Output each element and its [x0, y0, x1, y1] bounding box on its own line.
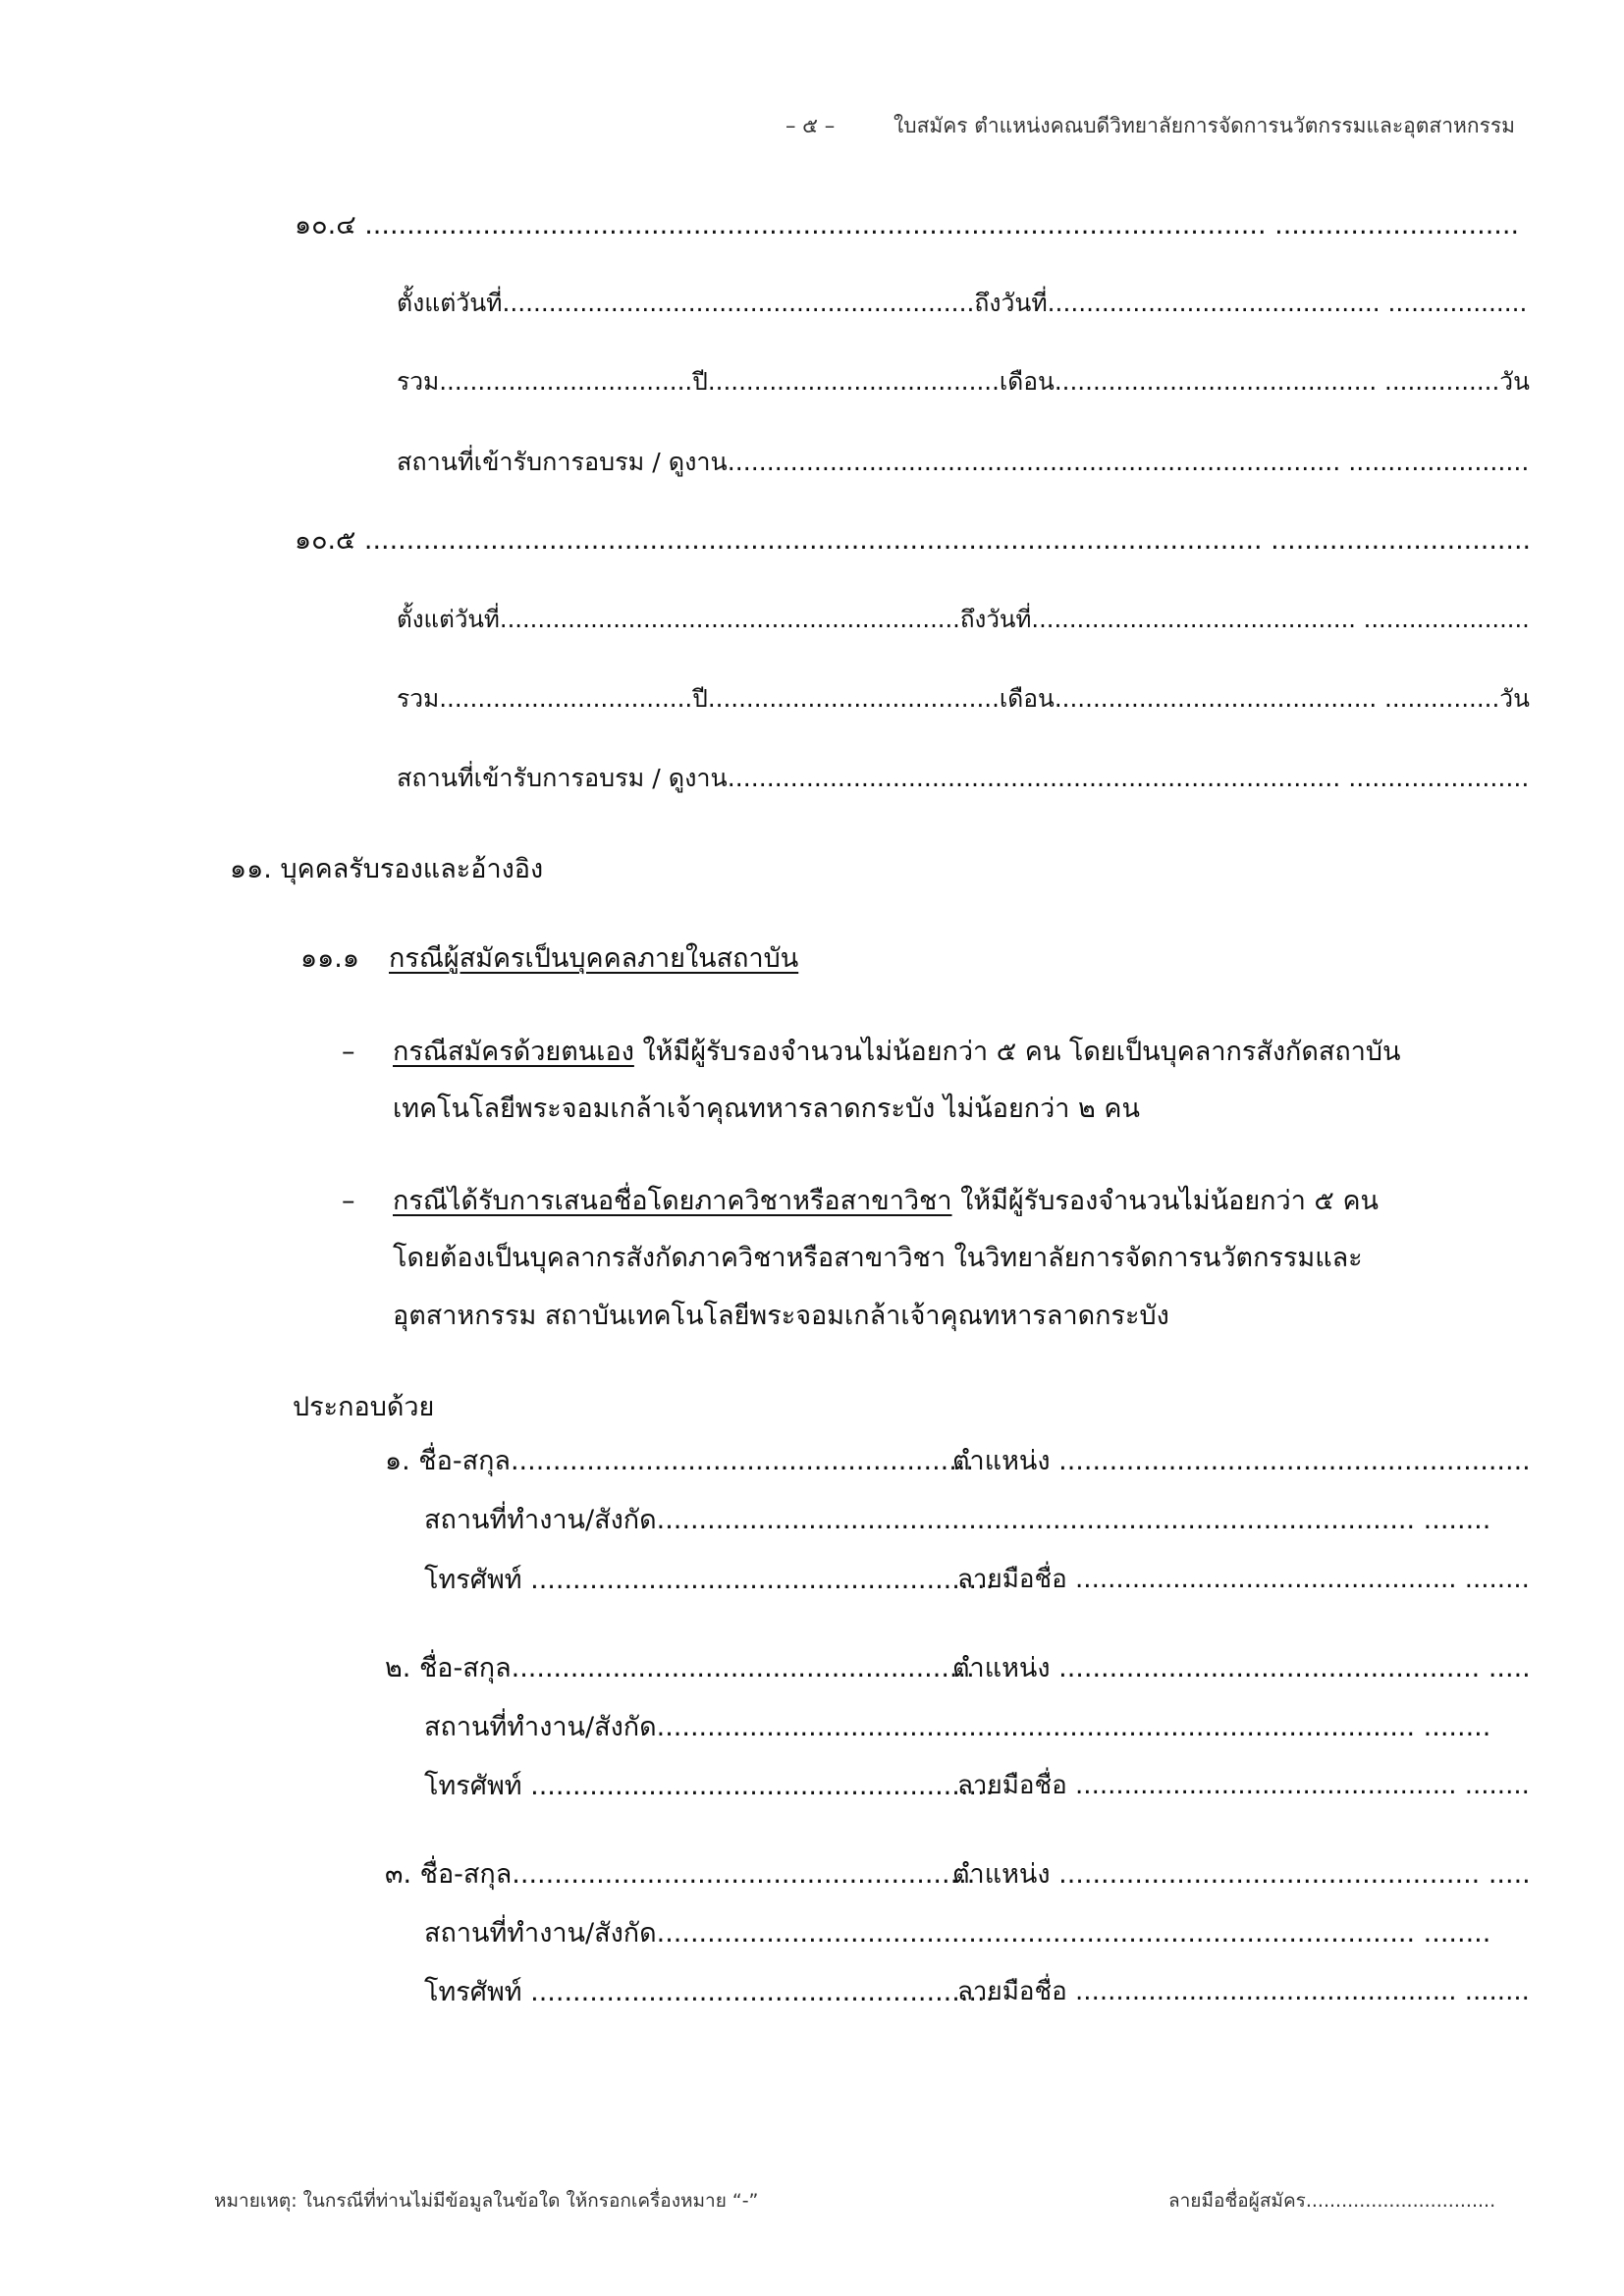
referee-1-signature: ลายมือชื่อ ............................................... ........: [957, 1565, 1530, 1594]
referee-2-workplace: สถานที่ทำงาน/สังกัด.......................................................................................... ........: [424, 1712, 1491, 1742]
section-11-1-number: ๑๑.๑: [300, 943, 359, 974]
referee-3-signature: ลายมือชื่อ ............................................... ........: [957, 1977, 1530, 2006]
referee-3-name: ๓. ชื่อ-สกุล.......................................................: [385, 1859, 976, 1890]
page-number: – ๕ –: [785, 114, 836, 137]
composed-of-label: ประกอบด้วย: [293, 1392, 435, 1422]
bullet-2-emphasis: กรณีได้รับการเสนอชื่อโดยภาควิชาหรือสาขาวิชา: [393, 1186, 952, 1216]
referee-2-signature: ลายมือชื่อ ............................................... ........: [957, 1771, 1530, 1800]
training-10-5-place: สถานที่เข้ารับการอบรม / ดูงาน.............................................................................. .......................: [397, 764, 1530, 792]
referee-1-workplace: สถานที่ทำงาน/สังกัด.......................................................................................... ........: [424, 1505, 1491, 1535]
training-10-5-dates: ตั้งแต่วันที่.............................................................ถึงวันที่........................................... ......................: [397, 606, 1530, 633]
bullet-2-line-2: โดยต้องเป็นบุคลากรสังกัดภาควิชาหรือสาขาวิชา ในวิทยาลัยการจัดการนวัตกรรมและ: [393, 1243, 1363, 1273]
section-11-title: ๑๑. บุคคลรับรองและอ้างอิง: [230, 854, 544, 884]
referee-1-name: ๑. ชื่อ-สกุล.......................................................: [385, 1446, 974, 1476]
referee-1-phone: โทรศัพท์ .......................................................: [424, 1565, 995, 1595]
bullet-dash-2: –: [342, 1186, 355, 1216]
footer-note: หมายเหตุ: ในกรณีที่ท่านไม่มีข้อมูลในข้อใด ให้กรอกเครื่องหมาย “-”: [214, 2190, 759, 2212]
referee-2-position: ตำแหน่ง .................................................. .....: [952, 1653, 1531, 1683]
referee-3-phone: โทรศัพท์ .......................................................: [424, 1977, 995, 2007]
training-10-4-heading: ๑๐.๔ ........................................................................................................... .............................: [295, 210, 1520, 240]
bullet-1-emphasis: กรณีสมัครด้วยตนเอง: [393, 1037, 634, 1067]
referee-2-phone: โทรศัพท์ .......................................................: [424, 1771, 995, 1801]
bullet-2-line-1: [393, 1188, 1379, 1214]
training-10-4-place: สถานที่เข้ารับการอบรม / ดูงาน.............................................................................. .......................: [397, 448, 1530, 476]
referee-1-position: ตำแหน่ง ........................................................: [952, 1446, 1531, 1476]
applicant-signature-line: ลายมือชื่อผู้สมัคร................................: [1168, 2190, 1496, 2212]
bullet-dash-1: –: [342, 1037, 355, 1067]
training-10-5-heading: ๑๐.๕ ........................................................................................................... ...............................: [295, 525, 1532, 556]
training-10-4-duration: รวม.................................ปี......................................เดือน.......................................... ...............วัน: [397, 367, 1530, 396]
bullet-2-text: ให้มีผู้รับรองจำนวนไม่น้อยกว่า ๕ คน: [951, 1186, 1379, 1216]
referee-3-workplace: สถานที่ทำงาน/สังกัด.......................................................................................... ........: [424, 1918, 1491, 1949]
referee-3-position: ตำแหน่ง .................................................. .....: [952, 1859, 1531, 1890]
bullet-1-line-2: เทคโนโลยีพระจอมเกล้าเจ้าคุณทหารลาดกระบัง ไม่น้อยกว่า ๒ คน: [393, 1094, 1140, 1124]
section-11-1-title: กรณีผู้สมัครเป็นบุคคลภายในสถาบัน: [389, 943, 799, 974]
document-title: ใบสมัคร ตำแหน่งคณบดีวิทยาลัยการจัดการนวัตกรรมและอุตสาหกรรม: [893, 114, 1515, 137]
referee-2-name: ๒. ชื่อ-สกุล.......................................................: [385, 1653, 975, 1683]
training-10-4-dates: ตั้งแต่วันที่.............................................................ถึงวันที่........................................... ..................: [397, 289, 1528, 317]
training-10-5-duration: รวม.................................ปี......................................เดือน.......................................... ...............วัน: [397, 684, 1530, 713]
bullet-1-line-1: [393, 1039, 1400, 1065]
bullet-1-text: ให้มีผู้รับรองจำนวนไม่น้อยกว่า ๕ คน โดยเป็นบุคลากรสังกัดสถาบัน: [633, 1037, 1401, 1067]
bullet-2-line-3: อุตสาหกรรม สถาบันเทคโนโลยีพระจอมเกล้าเจ้าคุณทหารลาดกระบัง: [393, 1301, 1169, 1331]
